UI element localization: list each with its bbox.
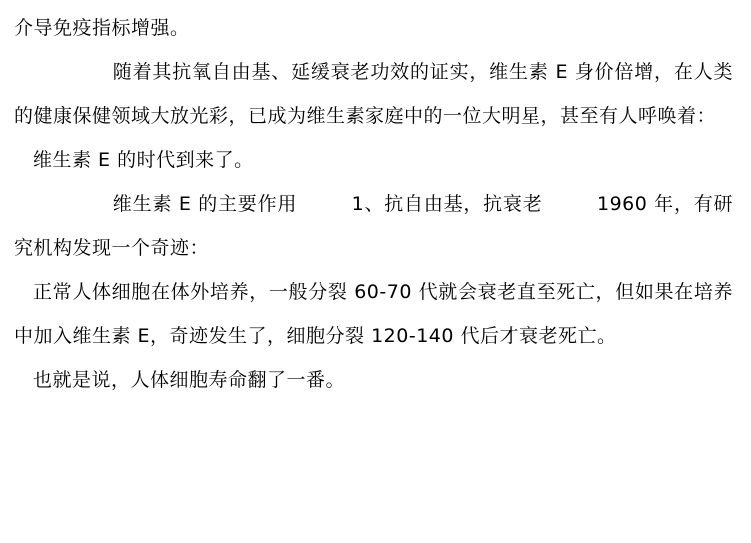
paragraph: 维生素 E 的主要作用 1、抗自由基，抗衰老 1960 年，有研究机构发现一个奇迹： bbox=[14, 193, 733, 259]
paragraph: 维生素 E 的时代到来了。 bbox=[33, 149, 254, 171]
paragraph: 随着其抗氧自由基、延缓衰老功效的证实，维生素 E 身价倍增，在人类的健康保健领域大放光彩，已成为维生素家庭中的一位大明星，甚至有人呼唤着： bbox=[14, 61, 733, 127]
paragraph: 正常人体细胞在体外培养，一般分裂 60-70 代就会衰老直至死亡，但如果在培养中加入维生素 E，奇迹发生了，细胞分裂 120-140 代后才衰老死亡。 bbox=[14, 281, 733, 347]
paragraph: 也就是说，人体细胞寿命翻了一番。 bbox=[33, 369, 346, 391]
paragraph: 介导免疫指标增强。 bbox=[14, 17, 190, 39]
